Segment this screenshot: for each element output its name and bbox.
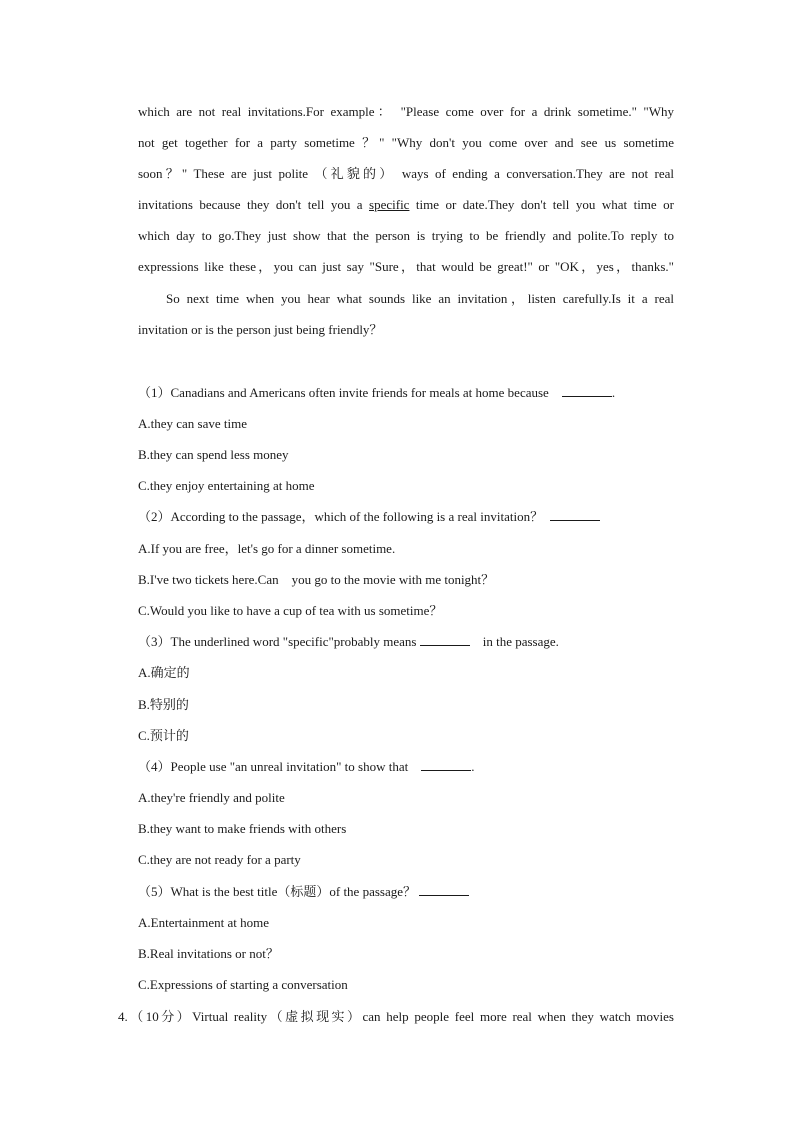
question-2-option-b: B.I've two tickets here.Can you go to the movie with me tonight？ [138, 572, 495, 587]
passage-line-5: which day to go.They just show that the person is trying to be friendly and polite.To reply to [138, 228, 674, 243]
next-question-heading: 4.（10分）Virtual reality（虚拟现实）can help people feel more real when they watch movies [118, 1009, 674, 1024]
passage-line-4 [138, 195, 674, 215]
answer-blank [421, 758, 471, 771]
question-4-option-b: B.they want to make friends with others [138, 821, 347, 836]
question-1-option-c: C.they enjoy entertaining at home [138, 478, 315, 493]
question-2-option-c: C.Would you like to have a cup of tea with us sometime？ [138, 603, 443, 618]
passage-line-1: which are not real invitations.For example： "Please come over for a drink sometime." "Why [138, 104, 674, 119]
passage-p2-line-1: So next time when you hear what sounds like an invitation，listen carefully.Is it a real [166, 291, 674, 306]
question-1-stem: （1）Canadians and Americans often invite friends for meals at home because . [138, 385, 616, 400]
answer-blank [420, 633, 470, 646]
passage-line-3: soon？" These are just polite （礼貌的） ways of ending a conversation.They are not real [138, 166, 674, 181]
question-1-option-b: B.they can spend less money [138, 447, 289, 462]
passage-line-4-after: time or date.They don't tell you what time or [409, 197, 674, 212]
question-3-stem: （3）The underlined word "specific"probably means in the passage. [138, 634, 559, 649]
question-5-stem: （5）What is the best title（标题）of the passage？ [138, 882, 469, 902]
passage-p2-line-2: invitation or is the person just being friendly？ [138, 322, 383, 337]
answer-blank [550, 508, 600, 521]
question-3-option-b: B.特别的 [138, 697, 189, 712]
passage-line-6: expressions like these，you can just say "Sure，that would be great!" or "OK，yes，thanks." [138, 259, 674, 274]
passage-line-2: not get together for a party sometime ？" "Why don't you come over and see us sometime [138, 135, 674, 150]
underlined-word-specific: specific [369, 197, 410, 212]
question-1-option-a: A.they can save time [138, 416, 248, 431]
answer-blank [419, 883, 469, 896]
answer-blank [562, 384, 612, 397]
question-4-stem: （4）People use "an unreal invitation" to show that . [138, 759, 475, 774]
question-3-option-a: A.确定的 [138, 665, 190, 680]
question-4-option-a: A.they're friendly and polite [138, 790, 285, 805]
question-5-option-b: B.Real invitations or not？ [138, 946, 279, 961]
question-2-stem: （2）According to the passage，which of the following is a real invitation？ [138, 507, 600, 527]
question-5-option-c: C.Expressions of starting a conversation [138, 977, 348, 992]
passage-line-4-before: invitations because they don't tell you a [138, 197, 370, 212]
question-3-option-c: C.预计的 [138, 728, 189, 743]
question-5-option-a: A.Entertainment at home [138, 915, 270, 930]
question-4-option-c: C.they are not ready for a party [138, 852, 301, 867]
question-2-option-a: A.If you are free，let's go for a dinner sometime. [138, 541, 396, 556]
